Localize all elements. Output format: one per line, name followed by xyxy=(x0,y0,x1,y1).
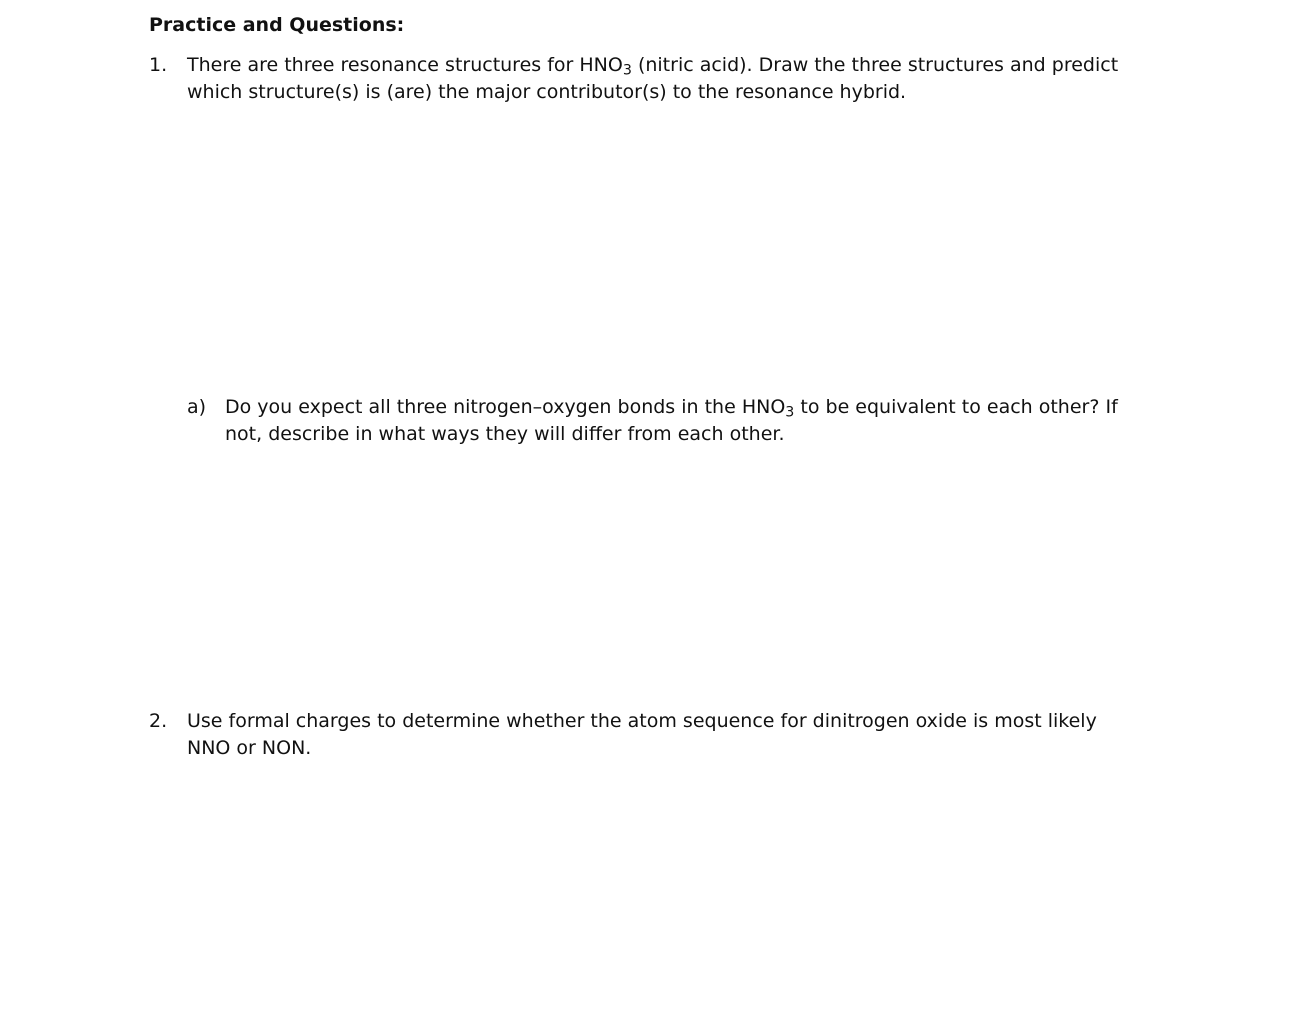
subquestion-line-2: not, describe in what ways they will differ from each other. xyxy=(225,423,785,445)
subquestion-label: a) xyxy=(187,396,207,418)
question-number: 1. xyxy=(149,54,168,76)
question-line-2: which structure(s) is (are) the major contributor(s) to the resonance hybrid. xyxy=(187,81,907,103)
subquestion-text xyxy=(225,394,1118,448)
subscript: 3 xyxy=(785,404,795,421)
subquestion-line-1 xyxy=(225,394,1118,421)
section-heading: Practice and Questions: xyxy=(149,14,405,36)
subscript: 3 xyxy=(622,62,632,79)
question-line-1 xyxy=(187,52,1118,79)
question-line-1: Use formal charges to determine whether the atom sequence for dinitrogen oxide is most likely xyxy=(187,710,1097,732)
question-text xyxy=(187,52,1118,106)
text-segment: There are three resonance structures for HNO xyxy=(187,54,623,76)
question-line-2: NNO or NON. xyxy=(187,737,312,759)
question-text xyxy=(187,708,1097,762)
text-segment: (nitric acid). Draw the three structures and predict xyxy=(631,54,1119,76)
text-segment: to be equivalent to each other? If xyxy=(794,396,1118,418)
question-number: 2. xyxy=(149,710,168,732)
text-segment: Do you expect all three nitrogen–oxygen bonds in the HNO xyxy=(225,396,786,418)
